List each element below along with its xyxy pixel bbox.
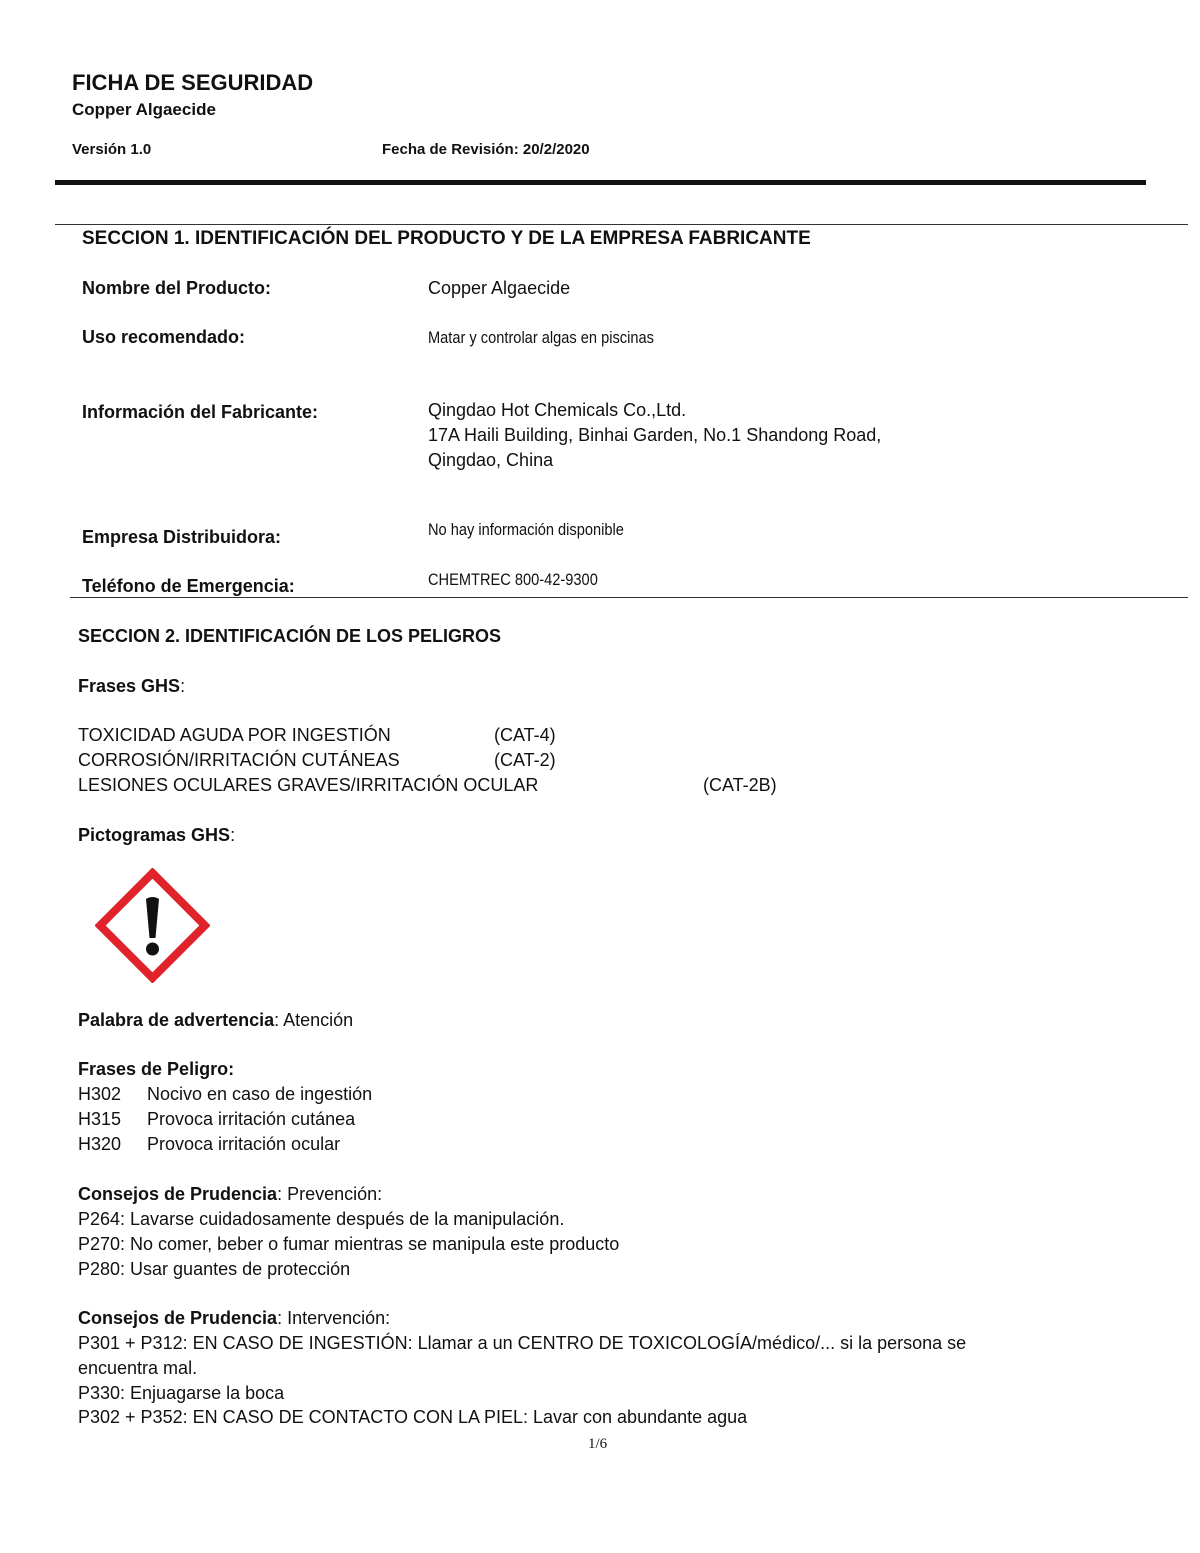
use-value: Matar y controlar algas en piscinas [428,328,654,347]
hazard-text: Nocivo en caso de ingestión [147,1084,373,1104]
signal-word-value: Atención [283,1010,354,1030]
revision-date: Fecha de Revisión: 20/2/2020 [382,141,590,158]
product-name-value: Copper Algaecide [428,278,571,298]
ghs-phrase-name: LESIONES OCULARES GRAVES/IRRITACIÓN OCULAR [78,775,539,795]
distributor-value: No hay información disponible [428,520,624,539]
pictograms-heading: Pictogramas GHS: [78,825,236,845]
ghs-phrase-cat: (CAT-2B) [703,775,777,795]
pictograms-label: Pictogramas GHS [78,825,231,845]
ghs-phrase-cat: (CAT-4) [494,725,556,745]
section2-title: SECCION 2. IDENTIFICACIÓN DE LOS PELIGROS [78,626,502,646]
precaution-line: P280: Usar guantes de protección [78,1259,351,1279]
ghs-exclamation-icon [95,868,210,983]
hazard-code: H302 [78,1084,122,1104]
header-divider [55,180,1146,185]
signal-word-line: Palabra de advertencia: Atención [78,1010,354,1030]
prevention-title: Prevención: [287,1184,383,1204]
intervention-line: P302 + P352: EN CASO DE CONTACTO CON LA PIEL: Lavar con abundante agua [78,1407,748,1427]
document-title: FICHA DE SEGURIDAD [72,70,314,95]
section1-title: SECCION 1. IDENTIFICACIÓN DEL PRODUCTO Y DE LA EMPRESA FABRICANTE [82,228,811,249]
ghs-phrases-heading: Frases GHS: [78,676,186,696]
ghs-phrase-name: TOXICIDAD AGUDA POR INGESTIÓN [78,725,391,745]
manufacturer-label: Información del Fabricante: [82,402,319,422]
intervention-title: Intervención: [287,1308,391,1328]
section1-top-rule [55,224,1188,225]
precaution-line: P264: Lavarse cuidadosamente después de la manipulación. [78,1209,565,1229]
section1-bottom-rule [70,597,1188,598]
page-number: 1/6 [588,1436,608,1452]
precaution-line: P270: No comer, beber o fumar mientras se manipula este producto [78,1234,620,1254]
hazard-code: H320 [78,1134,122,1154]
ghs-phrase-cat: (CAT-2) [494,750,556,770]
signal-word-label: Palabra de advertencia [78,1010,275,1030]
ghs-phrase-name: CORROSIÓN/IRRITACIÓN CUTÁNEAS [78,750,400,770]
prevention-label: Consejos de Prudencia [78,1184,278,1204]
product-name-label: Nombre del Producto: [82,278,272,298]
manufacturer-line: Qingdao Hot Chemicals Co.,Ltd. [428,400,687,420]
version-label: Versión 1.0 [72,141,152,158]
hazard-text: Provoca irritación cutánea [147,1109,356,1129]
hazard-statements-label: Frases de Peligro: [78,1059,235,1079]
prevention-heading: Consejos de Prudencia: Prevención: [78,1184,383,1204]
ghs-phrases-label: Frases GHS [78,676,181,696]
use-label: Uso recomendado: [82,327,246,347]
intervention-heading: Consejos de Prudencia: Intervención: [78,1308,391,1328]
manufacturer-line: Qingdao, China [428,450,554,470]
intervention-label: Consejos de Prudencia [78,1308,278,1328]
hazard-code: H315 [78,1109,122,1129]
product-subtitle: Copper Algaecide [72,100,216,119]
hazard-text: Provoca irritación ocular [147,1134,341,1154]
intervention-line: encuentra mal. [78,1358,198,1378]
emergency-label: Teléfono de Emergencia: [82,576,295,596]
intervention-line: P301 + P312: EN CASO DE INGESTIÓN: Llamar a un CENTRO DE TOXICOLOGÍA/médico/... si la persona se [78,1333,967,1353]
distributor-label: Empresa Distribuidora: [82,527,282,547]
intervention-line: P330: Enjuagarse la boca [78,1383,285,1403]
manufacturer-line: 17A Haili Building, Binhai Garden, No.1 Shandong Road, [428,425,882,445]
emergency-value: CHEMTREC 800-42-9300 [428,570,598,589]
